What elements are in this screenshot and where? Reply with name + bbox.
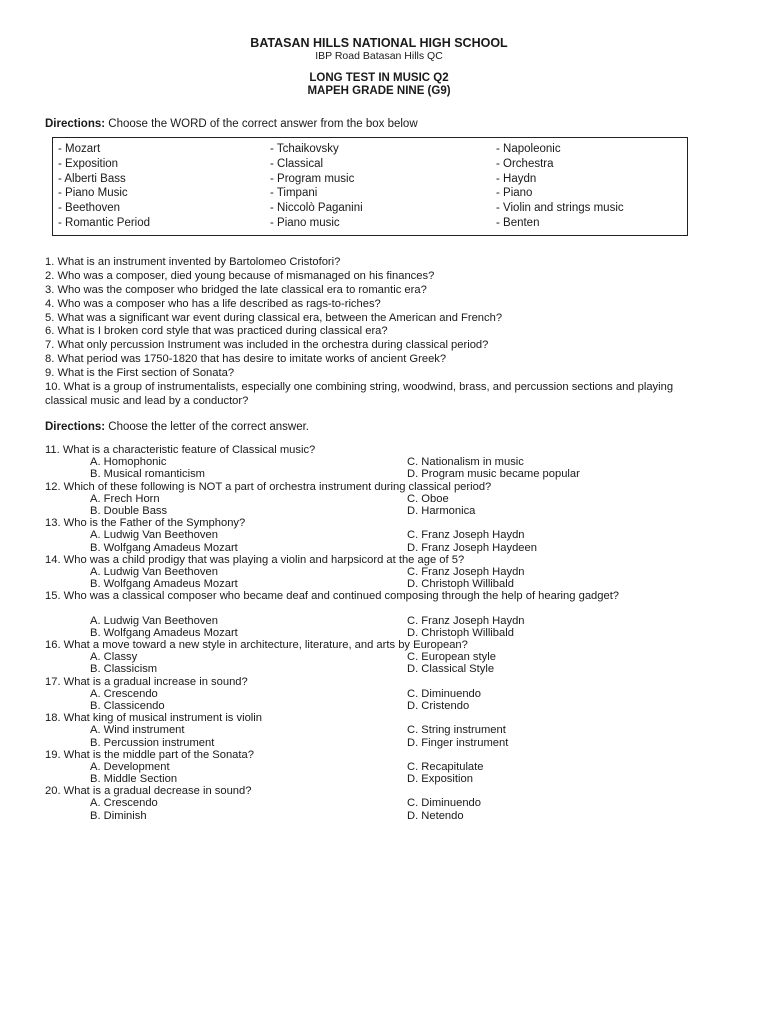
option-a: A. Homophonic <box>90 456 167 469</box>
mc-question: 13. Who is the Father of the Symphony? <box>45 517 246 530</box>
option-c: C. Diminuendo <box>407 797 481 810</box>
mc-question: 16. What a move toward a new style in architecture, literature, and arts by European? <box>45 639 468 652</box>
word-choice: - Haydn <box>496 172 537 185</box>
mc-question: 12. Which of these following is NOT a part of orchestra instrument during classical period? <box>45 480 492 493</box>
option-row <box>45 737 685 749</box>
option-a: A. Frech Horn <box>90 492 160 505</box>
word-choice: - Benten <box>496 216 540 229</box>
option-row <box>45 493 685 505</box>
option-c: C. Recapitulate <box>407 760 484 773</box>
word-choice: - Alberti Bass <box>58 172 126 185</box>
option-c: C. Franz Joseph Haydn <box>407 565 525 578</box>
word-choice: - Timpani <box>270 187 318 200</box>
directions-label: Directions: <box>45 118 106 130</box>
question-item: 7. What only percussion Instrument was included in the orchestra during classical period? <box>45 339 489 352</box>
question-item: 1. What is an instrument invented by Bartolomeo Cristofori? <box>45 256 341 268</box>
part2-directions <box>45 420 309 434</box>
part1-directions <box>45 117 418 131</box>
option-row <box>45 797 685 809</box>
word-choice: - Niccolò Paganini <box>270 202 363 215</box>
word-column-2 <box>270 142 363 231</box>
option-c: C. String instrument <box>407 724 506 737</box>
option-c: C. European style <box>407 651 496 664</box>
directions-text: Choose the WORD of the correct answer from the box below <box>105 118 418 130</box>
mc-question: 20. What is a gradual decrease in sound? <box>45 785 252 798</box>
option-row <box>45 456 685 468</box>
mc-question: 15. Who was a classical composer who became deaf and continued composing through the help of hearing gadget? <box>45 590 620 603</box>
question-item: 10. What is a group of instrumentalists, especially one combining string, woodwind, brass, and percussion sections and playing classical music and lead by a conductor? <box>45 381 674 407</box>
option-row <box>45 578 685 590</box>
option-row <box>45 627 685 639</box>
word-choice: - Mozart <box>58 143 101 155</box>
option-d: D. Christoph Willibald <box>407 626 514 639</box>
question-item: 9. What is the First section of Sonata? <box>45 367 235 380</box>
option-b: B. Musical romanticism <box>90 468 206 481</box>
test-title: LONG TEST IN MUSIC Q2 <box>309 72 449 84</box>
option-c: C. Nationalism in music <box>407 456 524 469</box>
word-choice: - Piano Music <box>58 187 128 200</box>
option-a: A. Wind instrument <box>90 724 185 737</box>
option-c: C. Franz Joseph Haydn <box>407 529 525 542</box>
question-item: 6. What is I broken cord style that was practiced during classical era? <box>45 325 388 338</box>
option-row <box>45 615 685 627</box>
option-row <box>45 468 685 480</box>
word-choice: - Piano <box>496 187 533 200</box>
word-choice: - Napoleonic <box>496 143 561 155</box>
option-d: D. Exposition <box>407 773 473 786</box>
question-item: 8. What period was 1750-1820 that has desire to imitate works of ancient Greek? <box>45 353 447 366</box>
option-a: A. Classy <box>90 651 138 664</box>
option-b: B. Diminish <box>90 809 147 822</box>
option-row <box>45 810 685 822</box>
option-a: A. Ludwig Van Beethoven <box>90 614 218 627</box>
school-address: IBP Road Batasan Hills QC <box>315 50 443 62</box>
question-item: 3. Who was the composer who bridged the late classical era to romantic era? <box>45 283 427 296</box>
option-b: B. Wolfgang Amadeus Mozart <box>90 541 238 554</box>
option-b: B. Classicism <box>90 663 158 676</box>
word-choice: - Exposition <box>58 157 119 170</box>
word-choice: - Beethoven <box>58 202 121 215</box>
mc-question: 11. What is a characteristic feature of Classical music? <box>45 444 316 456</box>
option-b: B. Wolfgang Amadeus Mozart <box>90 578 238 591</box>
option-row <box>45 688 685 700</box>
question-item: 5. What was a significant war event during classical era, between the American and French? <box>45 311 503 324</box>
directions-label: Directions: <box>45 421 106 433</box>
word-choice: - Tchaikovsky <box>270 143 339 155</box>
option-d: D. Program music became popular <box>407 468 580 481</box>
option-row <box>45 773 685 785</box>
word-column-3 <box>496 142 624 231</box>
mc-question: 14. Who was a child prodigy that was playing a violin and harpsicord at the age of 5? <box>45 553 465 566</box>
option-row <box>45 663 685 675</box>
word-choice: - Orchestra <box>496 157 554 170</box>
option-row <box>45 761 685 773</box>
option-b: B. Classicendo <box>90 699 165 712</box>
word-choice: - Violin and strings music <box>496 202 624 215</box>
mc-question: 19. What is the middle part of the Sonata? <box>45 748 254 761</box>
word-choice: - Piano music <box>270 216 340 229</box>
option-d: D. Cristendo <box>407 699 470 712</box>
question-item: 2. Who was a composer, died young because of mismanaged on his finances? <box>45 269 435 282</box>
option-row <box>45 651 685 663</box>
multiple-choice-section <box>45 444 685 822</box>
option-d: D. Netendo <box>407 809 464 822</box>
option-c: C. Oboe <box>407 492 449 505</box>
option-d: D. Franz Joseph Haydeen <box>407 541 537 554</box>
word-bank-box <box>52 137 688 236</box>
option-d: D. Christoph Willibald <box>407 578 514 591</box>
option-row <box>45 505 685 517</box>
option-row <box>45 529 685 541</box>
option-a: A. Ludwig Van Beethoven <box>90 529 218 542</box>
document-header <box>0 36 758 98</box>
word-choice: - Program music <box>270 172 355 185</box>
directions-text: Choose the letter of the correct answer. <box>105 421 309 433</box>
option-row <box>45 700 685 712</box>
identification-questions <box>45 256 685 409</box>
mc-question: 17. What is a gradual increase in sound? <box>45 675 248 688</box>
option-row <box>45 542 685 554</box>
test-subtitle: MAPEH GRADE NINE (G9) <box>307 85 451 97</box>
word-choice: - Classical <box>270 157 324 170</box>
option-d: D. Finger instrument <box>407 736 509 749</box>
mc-question: 18. What king of musical instrument is violin <box>45 712 262 725</box>
school-name: BATASAN HILLS NATIONAL HIGH SCHOOL <box>250 36 508 50</box>
option-row <box>45 724 685 736</box>
option-a: A. Crescendo <box>90 687 158 700</box>
option-b: B. Wolfgang Amadeus Mozart <box>90 626 238 639</box>
option-d: D. Harmonica <box>407 504 476 517</box>
word-column-1 <box>58 142 150 231</box>
option-a: A. Ludwig Van Beethoven <box>90 565 218 578</box>
option-d: D. Classical Style <box>407 663 495 676</box>
option-b: B. Double Bass <box>90 504 168 517</box>
question-item: 4. Who was a composer who has a life described as rags-to-riches? <box>45 297 381 310</box>
option-b: B. Percussion instrument <box>90 736 215 749</box>
option-row <box>45 566 685 578</box>
option-a: A. Development <box>90 760 170 773</box>
option-a: A. Crescendo <box>90 797 158 810</box>
option-c: C. Franz Joseph Haydn <box>407 614 525 627</box>
word-choice: - Romantic Period <box>58 216 151 229</box>
option-c: C. Diminuendo <box>407 687 481 700</box>
option-b: B. Middle Section <box>90 773 178 786</box>
